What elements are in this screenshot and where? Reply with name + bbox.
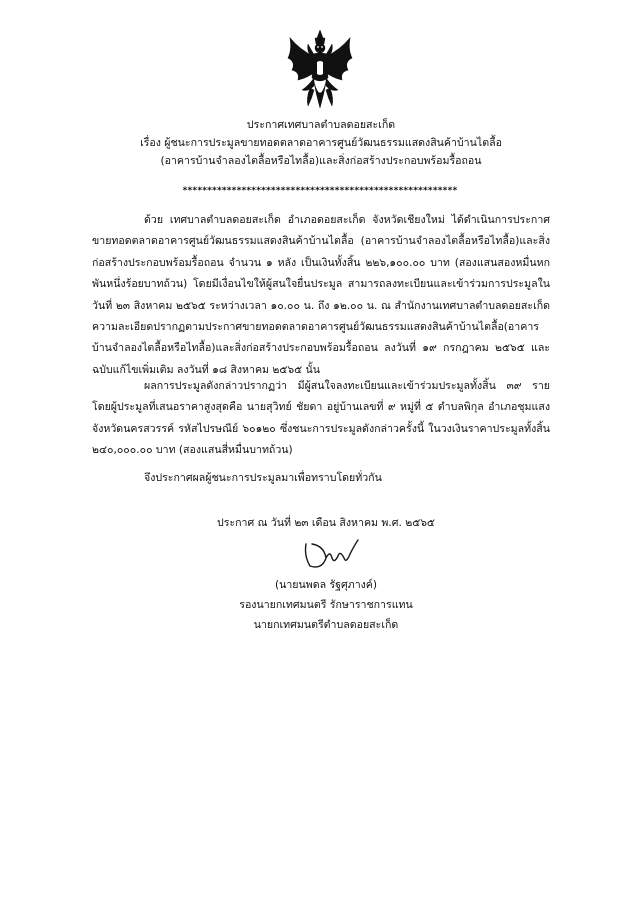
body-paragraph-1: ด้วย เทศบาลตำบลดอยสะเก็ด อำเภอดอยสะเก็ด จังหวัดเชียงใหม่ ได้ดำเนินการประกาศขายทอดตลาดอาคารศูนย์วัฒนธรรมแสดงสินค้าบ้านไตลื้อ (อาคารบ้านจำลองไตลื้อหรือไทลื้อ)และสิ่งก่อสร้างประกอบพร้อมรื้อถอน จำนวน ๑ หลัง เป็นเงินทั้งสิ้น ๒๒๖,๑๐๐.๐๐ บาท (สองแสนสองหมื่นหกพันหนึ่งร้อยบาทถ้วน) โดยมีเงื่อนไขให้ผู้สนใจยื่นประมูล สามารถลงทะเบียนและเข้าร่วมการประมูลในวันที่ ๒๓ สิงหาคม ๒๕๖๕ ระหว่างเวลา ๑๐.๐๐ น. ถึง ๑๒.๐๐ น. ณ สำนักงานเทศบาลตำบลดอยสะเก็ด ความละเอียดปรากฏตามประกาศขายทอดตลาดอาคารศูนย์วัฒนธรรมแสดงสินค้าบ้านไตลื้อ(อาคารบ้านจำลองไตลื้อหรือไทลื้อ)และสิ่งก่อสร้างประกอบพร้อมรื้อถอน ลงวันที่ ๑๙ กรกฎาคม ๒๕๖๕ และฉบับแก้ไขเพิ่มเติม ลงวันที่ ๑๘ สิงหาคม ๒๕๖๕ นั้น xyxy=(92,214,550,376)
handwritten-signature xyxy=(300,536,362,572)
garuda-emblem-icon xyxy=(284,28,356,112)
body-paragraph-3: จึงประกาศผลผู้ชนะการประมูลมาเพื่อทราบโดยทั่วกัน xyxy=(144,472,382,484)
signatory-position-1: รองนายกเทศมนตรี รักษาราชการแทน xyxy=(239,599,413,611)
announcement-org-line: ประกาศเทศบาลตำบลดอยสะเก็ด xyxy=(246,119,396,131)
signatory-name: (นายนพดล รัฐศุภางค์) xyxy=(274,579,378,591)
announcement-subject-line2: (อาคารบ้านจำลองไตลื้อหรือไทลื้อ)และสิ่งก่อสร้างประกอบพร้อมรื้อถอน xyxy=(160,155,482,167)
signatory-position-2: นายกเทศมนตรีตำบลดอยสะเก็ด xyxy=(253,619,399,631)
announcement-date-line: ประกาศ ณ วันที่ ๒๓ เดือน สิงหาคม พ.ศ. ๒๕๖๕ xyxy=(217,517,435,529)
body-paragraph-2: ผลการประมูลดังกล่าวปรากฏว่า มีผู้สนใจลงทะเบียนและเข้าร่วมประมูลทั้งสิ้น ๓๙ ราย โดยผู้ประมูลที่เสนอราคาสูงสุดคือ นายสุวิทย์ ชัยดา อยู่บ้านเลขที่ ๙ หมู่ที่ ๕ ตำบลพิกุล อำเภอชุมแสง จังหวัดนครสวรรค์ รหัสไปรษณีย์ ๖๐๑๒๐ ซึ่งชนะการประมูลดังกล่าวครั้งนี้ ในวงเงินราคาประมูลทั้งสิ้น ๒๔๐,๐๐๐.๐๐ บาท (สองแสนสี่หมื่นบาทถ้วน) xyxy=(92,380,550,457)
announcement-subject-line1: เรื่อง ผู้ชนะการประมูลขายทอดตลาดอาคารศูนย์วัฒนธรรมแสดงสินค้าบ้านไตลื้อ xyxy=(140,137,502,149)
separator-line: ******************************************************** xyxy=(182,186,458,196)
